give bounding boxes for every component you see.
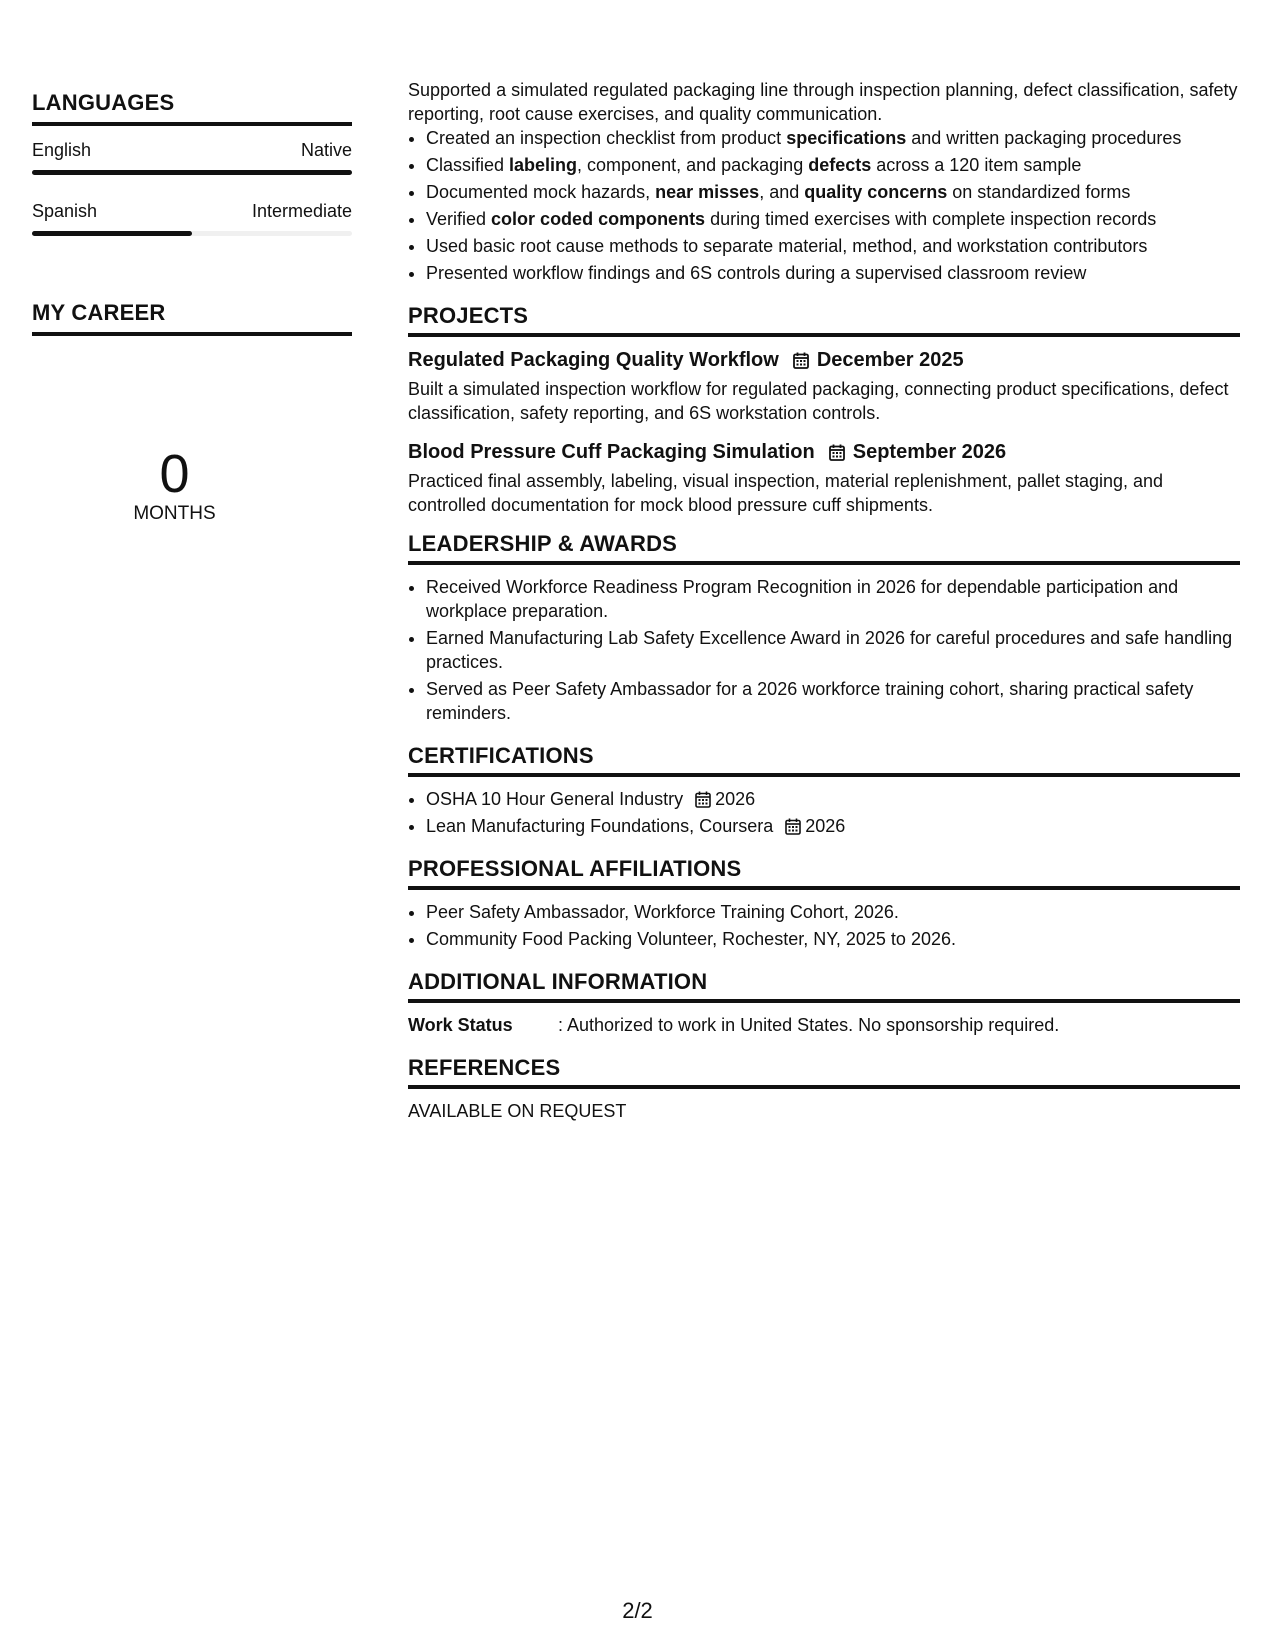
work-status-label: Work Status: [408, 1015, 513, 1035]
certification-name: • OSHA 10 Hour General Industry: [426, 789, 684, 809]
project-date: December 2025: [816, 349, 964, 371]
language-item-english: [32, 138, 352, 175]
projects-heading: PROJECTS: [408, 303, 1240, 337]
bullet-text: , component, and packaging: [577, 155, 809, 175]
bullet-text: during timed exercises with complete inspection records: [705, 209, 1157, 229]
project-date: September 2026: [852, 441, 1007, 463]
bullet-text: on standardized forms: [947, 182, 1131, 202]
references-heading: REFERENCES: [408, 1055, 1240, 1089]
references-text: AVAILABLE ON REQUEST: [408, 1101, 627, 1121]
certification-name: • Lean Manufacturing Foundations, Coursera: [426, 816, 774, 836]
work-status-value: : Authorized to work in United States. No sponsorship required.: [558, 1015, 1060, 1035]
bullet-text: Created an inspection checklist from product: [426, 128, 787, 148]
awards-heading: LEADERSHIP & AWARDS: [408, 531, 1240, 565]
language-level: Native: [300, 140, 352, 160]
bullet-emphasis: near misses: [655, 182, 760, 202]
bullet-emphasis: labeling: [509, 155, 578, 175]
language-proficiency-bar: [32, 231, 352, 236]
language-item-spanish: [32, 199, 352, 236]
career-heading: MY CAREER: [32, 300, 352, 336]
experience-bullet: [426, 261, 1240, 285]
experience-bullets: [408, 126, 1240, 285]
bullet-text: Verified: [426, 209, 492, 229]
project-title: Blood Pressure Cuff Packaging Simulation: [408, 441, 815, 463]
affiliations-list: [408, 900, 1240, 951]
list-item: [426, 787, 1240, 811]
list-item: • Served as Peer Safety Ambassador for a 2026 workforce training cohort, sharing practical safety reminders.: [426, 677, 1240, 725]
bullet-text: Used basic root cause methods to separate material, method, and workstation contributors: [426, 236, 1148, 256]
work-status-row: [408, 1013, 1240, 1037]
list-item: • Earned Manufacturing Lab Safety Excellence Award in 2026 for careful procedures and safe handling practices.: [426, 626, 1240, 674]
list-item: • Peer Safety Ambassador, Workforce Training Cohort, 2026.: [426, 900, 1240, 924]
additional-info-heading: ADDITIONAL INFORMATION: [408, 969, 1240, 1003]
experience-bullet: [426, 180, 1240, 204]
references-section: [408, 1055, 1240, 1123]
project-description: Built a simulated inspection workflow for regulated packaging, connecting product specifications, defect classification, safety reporting, and 6S workstation controls.: [408, 379, 1229, 423]
project-description: Practiced final assembly, labeling, visual inspection, material replenishment, pallet staging, and controlled documentation for mock blood pressure cuff shipments.: [408, 471, 1164, 515]
list-item: [426, 814, 1240, 838]
language-level: Intermediate: [251, 201, 352, 221]
awards-list: [408, 575, 1240, 725]
certifications-heading: CERTIFICATIONS: [408, 743, 1240, 777]
certification-year: 2026: [715, 789, 756, 809]
list-item: • Received Workforce Readiness Program Recognition in 2026 for dependable participation and workplace preparation.: [426, 575, 1240, 623]
language-proficiency-fill: [32, 231, 192, 236]
bullet-text: and written packaging procedures: [906, 128, 1182, 148]
career-value: 0: [159, 444, 190, 504]
bullet-text: Presented workflow findings and 6S controls during a supervised classroom review: [426, 263, 1087, 283]
project-title: Regulated Packaging Quality Workflow: [408, 349, 779, 371]
project-item: [408, 439, 1240, 517]
language-proficiency-fill: [32, 170, 352, 175]
page-number: 2/2: [622, 1598, 653, 1623]
experience-bullet: [426, 126, 1240, 150]
affiliations-heading: PROFESSIONAL AFFILIATIONS: [408, 856, 1240, 890]
language-name: Spanish: [32, 201, 98, 221]
bullet-text: across a 120 item sample: [871, 155, 1082, 175]
bullet-emphasis: quality concerns: [804, 182, 948, 202]
languages-list: [32, 138, 352, 236]
career-section: [32, 300, 352, 526]
list-item: • Community Food Packing Volunteer, Rochester, NY, 2025 to 2026.: [426, 927, 1240, 951]
bullet-text: Documented mock hazards,: [426, 182, 656, 202]
bullet-text: , and: [759, 182, 805, 202]
bullet-emphasis: defects: [808, 155, 872, 175]
experience-bullet: [426, 153, 1240, 177]
language-proficiency-bar: [32, 170, 352, 175]
language-name: English: [32, 140, 92, 160]
bullet-emphasis: specifications: [786, 128, 907, 148]
career-unit: MONTHS: [133, 503, 216, 524]
awards-section: [408, 531, 1240, 725]
sidebar: [32, 90, 352, 526]
certification-year: 2026: [805, 816, 846, 836]
languages-heading: LANGUAGES: [32, 90, 352, 126]
calendar-icon: [829, 444, 845, 461]
affiliations-section: [408, 856, 1240, 951]
bullet-text: Classified: [426, 155, 510, 175]
certifications-section: [408, 743, 1240, 838]
experience-bullet: [426, 207, 1240, 231]
calendar-icon: [793, 352, 809, 369]
experience-bullet: [426, 234, 1240, 258]
main-content: [408, 78, 1240, 1123]
calendar-icon: [785, 818, 801, 835]
certifications-list: [408, 787, 1240, 838]
career-counter: [32, 446, 317, 526]
additional-info-section: [408, 969, 1240, 1037]
projects-section: [408, 303, 1240, 517]
calendar-icon: [695, 791, 711, 808]
project-item: [408, 347, 1240, 425]
bullet-emphasis: color coded components: [491, 209, 706, 229]
experience-summary: Supported a simulated regulated packaging line through inspection planning, defect classification, safety reporting, root cause exercises, and quality communication.: [408, 80, 1238, 124]
